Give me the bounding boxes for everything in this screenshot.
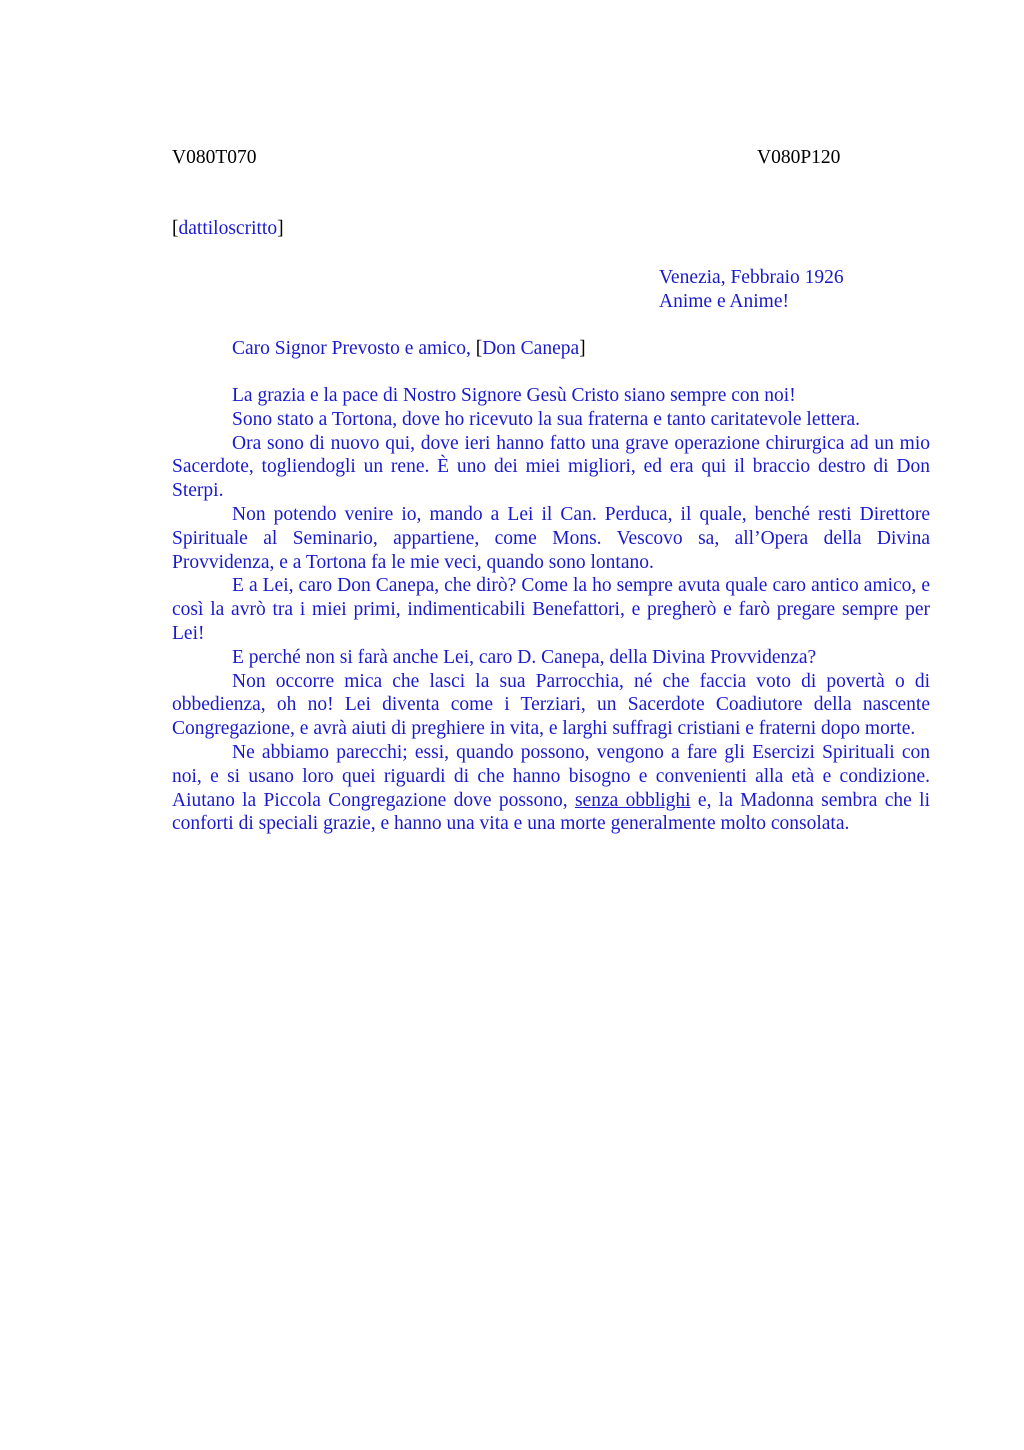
- bracket-close: ]: [277, 218, 284, 239]
- dateline: [659, 266, 844, 314]
- paragraph: Non occorre mica che lasci la sua Parrocchia, né che faccia voto di povertà o di obbedienza, oh no! Lei diventa come i Terziari, un Sacerdote Coadiutore della nascente Congregazione, e avrà aiuti di preghiere in vita, e larghi suffragi cristiani e fraterni dopo morte.: [172, 670, 930, 740]
- paragraph: Non potendo venire io, mando a Lei il Can. Perduca, il quale, benché resti Direttore Spirituale al Seminario, appartiene, come Mons. Vescovo sa, all’Opera della Divina Provvidenza, e a Tortona fa le mie veci, quando sono lontano.: [172, 503, 930, 573]
- document-code-right: V080P120: [757, 147, 841, 168]
- typescript-note-text: dattiloscritto: [178, 218, 278, 239]
- bracket-open: [: [172, 218, 179, 239]
- typescript-note: [172, 217, 284, 241]
- recipient-name: Don Canepa: [482, 338, 580, 359]
- paragraph-last-before: Ne abbiamo parecchi; essi, quando possono, vengono a fare gli Esercizi Spirituali con noi, e si usano loro quei riguardi di che hanno bisogno e convenienti alla età e condizione. Aiutano la Piccola Congregazione dove possono,: [172, 741, 930, 811]
- salutation: [232, 337, 586, 361]
- motto: Anime e Anime!: [659, 291, 789, 312]
- paragraph: E a Lei, caro Don Canepa, che dirò? Come la ho sempre avuta quale caro antico amico, e così la avrò tra i miei primi, indimenticabili Benefattori, e pregherò e farò pregare sempre per Lei!: [172, 575, 930, 644]
- paragraph-last-after: e, la Madonna sembra che li conforti di speciali grazie, e hanno una vita e una morte generalmente molto consolata.: [172, 789, 930, 835]
- bracket-close: ]: [579, 338, 586, 359]
- letter-body: [172, 384, 930, 836]
- bracket-open: [: [470, 338, 483, 359]
- paragraph-last: [172, 741, 930, 836]
- salutation-text: Caro Signor Prevosto e amico,: [232, 338, 471, 359]
- paragraph: E perché non si farà anche Lei, caro D. Canepa, della Divina Provvidenza?: [232, 646, 817, 668]
- place-date: Venezia, Febbraio 1926: [659, 267, 844, 288]
- document-code-left: V080T070: [172, 147, 257, 168]
- paragraph: Sono stato a Tortona, dove ho ricevuto la sua fraterna e tanto caritatevole lettera.: [232, 408, 860, 430]
- underlined-phrase: senza obblighi: [574, 789, 691, 811]
- paragraph: La grazia e la pace di Nostro Signore Gesù Cristo siano sempre con noi!: [232, 385, 796, 406]
- paragraph: Ora sono di nuovo qui, dove ieri hanno fatto una grave operazione chirurgica ad un mio Sacerdote, togliendogli un rene. È uno dei miei migliori, ed era qui il braccio destro di Don Sterpi.: [172, 432, 930, 502]
